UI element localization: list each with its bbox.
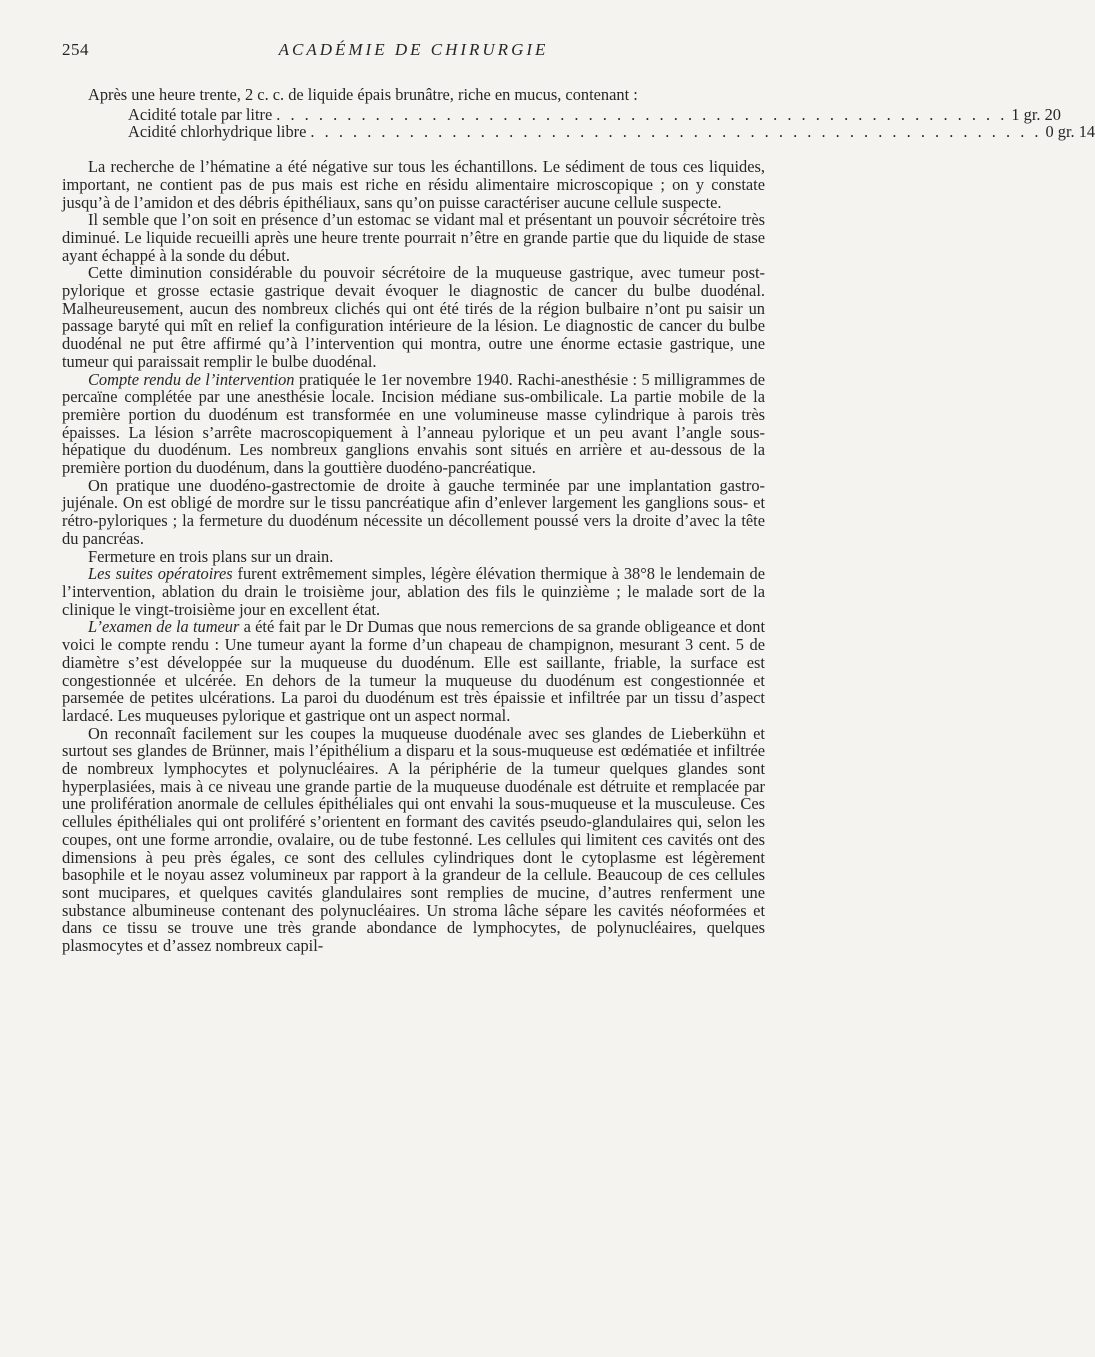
measurement-label: Acidité chlorhydrique libre bbox=[128, 122, 307, 142]
measurement-value: 1 gr. 20 bbox=[1011, 104, 1061, 124]
paragraph-text: On pratique une duodéno-gastrectomie de droite à gauche terminée par une implantation gastro-jujénale. On est obligé de mordre sur le tissu pancréatique afin d’enlever largement les ganglions sous- et rétro-pyloriques ; la fermeture du duodénum nécessite un décollement poussé vers la droite d’avec la tête du pancréas. bbox=[62, 475, 765, 548]
measurement-row bbox=[128, 104, 1061, 124]
leader-dots: . . . . . . . . . . . . . . . . . . . . . . . . . . . . . . . . . . . . . . . . . . . . . . . . . . . . bbox=[310, 122, 1042, 142]
paragraph-lead-in: L’examen de la tumeur bbox=[88, 617, 240, 637]
running-title: ACADÉMIE DE CHIRURGIE bbox=[278, 40, 549, 59]
paragraph-histology bbox=[62, 725, 765, 955]
page-header bbox=[62, 40, 765, 66]
paragraph-tumor-exam bbox=[62, 618, 765, 724]
leader-dots: . . . . . . . . . . . . . . . . . . . . . . . . . . . . . . . . . . . . . . . . . . . . . . . . . . . . bbox=[276, 104, 1008, 124]
measurement-row bbox=[128, 122, 1095, 142]
measurement-label: Acidité totale par litre bbox=[128, 104, 273, 124]
intro-paragraph: Après une heure trente, 2 c. c. de liquide épais brunâtre, riche en mucus, contenant : bbox=[88, 85, 638, 104]
paragraph-postoperative bbox=[62, 565, 765, 618]
paragraph-text: La recherche de l’hématine a été négative sur tous les échantillons. Le sédiment de tous ces liquides, important, ne contient pas de pus mais est riche en résidu alimentaire microscopique ; on y constate jusqu’à de l’amidon et des débris épithéliaux, sans qu’on puisse caractériser aucune cellule suspecte. bbox=[62, 157, 765, 212]
paragraph-text: a été fait par le Dr Dumas que nous remercions de sa grande obligeance et dont voici le compte rendu : Une tumeur ayant la forme d’un chapeau de champignon, mesurant 3 cent. 5 de diamètre s’est développée sur la muqueuse du duodénum. Elle est saillante, friable, la surface est congestionnée et ulcérée. En dehors de la tumeur la muqueuse du duodénum est congestionnée et parsemée de petites ulcérations. La paroi du duodénum est très épaissie et infiltrée par un tissu d’aspect lardacé. Les muqueuses pylorique et gastrique ont un aspect normal. bbox=[62, 617, 766, 725]
paragraph-operation-report bbox=[62, 371, 765, 477]
paragraph-text: Il semble que l’on soit en présence d’un estomac se vidant mal et présentant un pouvoir sécrétoire très diminué. Le liquide recueilli après une heure trente pourrait n’être en grande partie que du liquide de stase ayant échappé à la sonde du début. bbox=[62, 210, 765, 265]
paragraph-text: Fermeture en trois plans sur un drain. bbox=[88, 546, 334, 566]
paragraph-gastrectomy bbox=[62, 477, 765, 548]
acidity-measurements bbox=[128, 104, 1095, 142]
paragraph-closure bbox=[62, 548, 765, 566]
paragraph-lead-in: Compte rendu de l’intervention bbox=[88, 369, 295, 389]
paragraph-diagnosis bbox=[62, 264, 765, 370]
paragraph-stomach bbox=[62, 211, 765, 264]
measurement-value: 0 gr. 14 bbox=[1045, 122, 1095, 142]
paragraph-text: pratiquée le 1er novembre 1940. Rachi-anesthésie : 5 milligrammes de percaïne complétée par une anesthésie locale. Incision médiane sus-ombilicale. La partie mobile de la première portion du duodénum est transformée en une volumineuse masse cylindrique à parois très épaisses. La lésion s’arrête macroscopiquement à l’anneau pylorique et un peu avant l’angle sous-hépatique du duodénum. Les nombreux ganglions envahis sont situés en arrière et au-dessous de la première portion du duodénum, dans la gouttière duodéno-pancréatique. bbox=[62, 369, 765, 478]
paragraph-text: furent extrêmement simples, légère élévation thermique à 38°8 le lendemain de l’intervention, ablation du drain le troisième jour, ablation des fils le quinzième ; le malade sort de la clinique le vingt-troisième jour en excellent état. bbox=[62, 564, 765, 619]
body-text bbox=[62, 85, 1095, 956]
page-number: 254 bbox=[62, 40, 89, 59]
paragraph-hematine bbox=[62, 158, 765, 211]
paragraph-text: Cette diminution considérable du pouvoir sécrétoire de la muqueuse gastrique, avec tumeur post-pylorique et grosse ectasie gastrique devait évoquer le diagnostic de cancer du bulbe duodénal. Malheureusement, aucun des nombreux clichés qui ont été tirés de la région bulbaire n’ont pu saisir un passage baryté qui mît en relief la configuration intérieure de la lésion. Le diagnostic de cancer du bulbe duodénal ne put être affirmé qu’à l’intervention qui montra, outre une énorme ectasie gastrique, une tumeur qui paraissait remplir le bulbe duodénal. bbox=[62, 263, 765, 371]
paragraph-text: On reconnaît facilement sur les coupes la muqueuse duodénale avec ses glandes de Lieberkühn et surtout ses glandes de Brünner, mais l’épithélium a disparu et la sous-muqueuse est œdématiée et infiltrée de nombreux lymphocytes et polynucléaires. A la périphérie de la tumeur quelques glandes sont hyperplasiées, mais à ce niveau une grande partie de la muqueuse duodénale est détruite et remplacée par une prolifération anormale de cellules épithéliales qui ont envahi la sous-muqueuse et la musculeuse. Ces cellules épithéliales qui ont proliféré s’orientent en formant des cavités pseudo-glandulaires qui, selon les coupes, ont une forme arrondie, ovalaire, ou de tube festonné. Les cellules qui limitent ces cavités ont des dimensions à peu près égales, ce sont des cellules cylindriques dont le cytoplasme est légèrement basophile et le noyau assez volumineux par rapport à la grandeur de la cellule. Beaucoup de ces cellules sont mucipares, et quelques cavités glandulaires sont remplies de mucine, d’autres renferment une substance albumineuse contenant des polynucléaires. Un stroma lâche sépare les cavités néoformées et dans ce tissu se trouve une très grande abondance de lymphocytes, de polynucléaires, quelques plasmocytes et d’assez nombreux capil- bbox=[62, 723, 765, 956]
paragraph-lead-in: Les suites opératoires bbox=[88, 564, 233, 584]
